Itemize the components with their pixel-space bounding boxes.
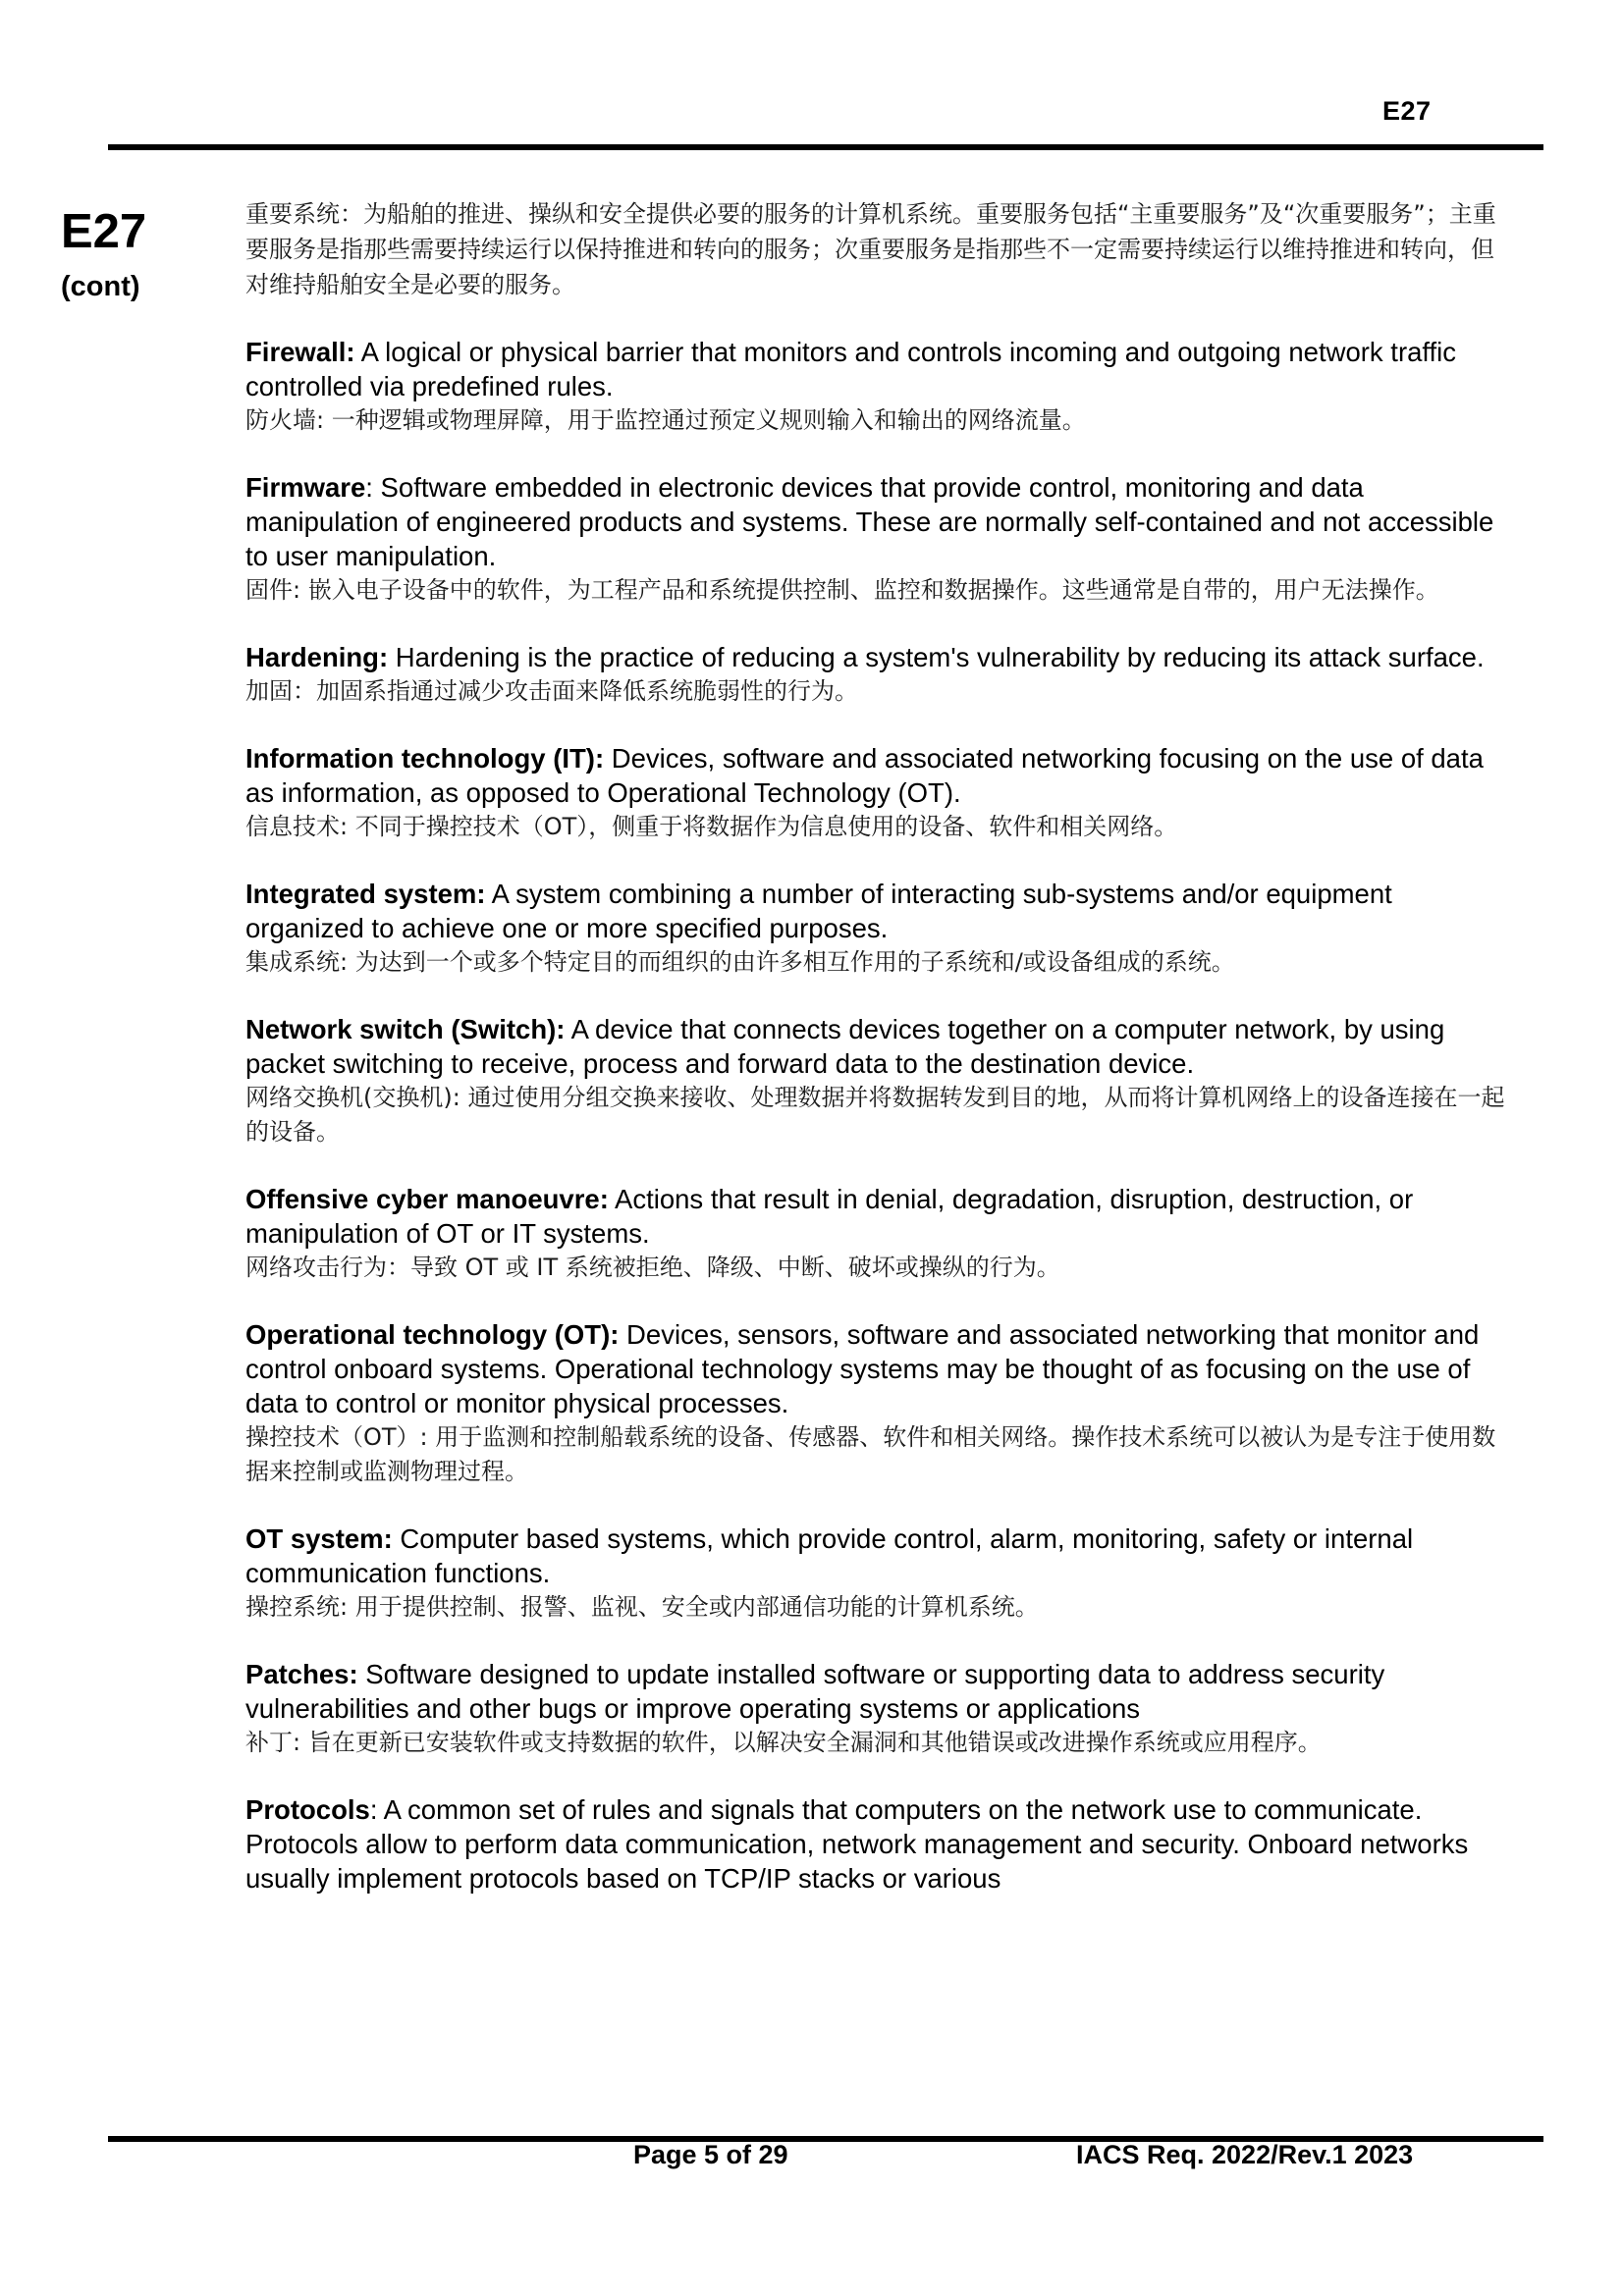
definition-entry-network-switch bbox=[245, 1012, 1512, 1149]
definition-text bbox=[245, 1182, 1512, 1251]
definition-description: Hardening is the practice of reducing a system's vulnerability by reducing its attack surface. bbox=[388, 642, 1485, 672]
definition-translation: 加固：加固系指通过减少攻击面来降低系统脆弱性的行为。 bbox=[245, 677, 858, 705]
definitions-body bbox=[245, 196, 1512, 1928]
definition-translation: 网络攻击行为：导致 OT 或 IT 系统被拒绝、降级、中断、破坏或操纵的行为。 bbox=[245, 1254, 1060, 1281]
definition-term: Protocols bbox=[245, 1794, 370, 1825]
definition-text bbox=[245, 335, 1512, 403]
definition-term: Firewall: bbox=[245, 337, 355, 367]
definition-term: Offensive cyber manoeuvre: bbox=[245, 1184, 609, 1214]
definition-translation: 重要系统：为船舶的推进、操纵和安全提供必要的服务的计算机系统。重要服务包括“主重要服务”及“次重要服务”；主重要服务是指那些需要持续运行以保持推进和转向的服务；次重要服务是指那些不一定需要持续运行以维持推进和转向，但对维持船舶安全是必要的服务。 bbox=[245, 200, 1496, 298]
definition-entry-information-technology bbox=[245, 741, 1512, 844]
definition-description: A logical or physical barrier that monitors and controls incoming and outgoing network traffic controlled via predefined rules. bbox=[245, 337, 1457, 401]
definition-translation: 信息技术: 不同于操控技术（OT），侧重于将数据作为信息使用的设备、软件和相关网络。 bbox=[245, 813, 1178, 840]
definition-translation: 补丁: 旨在更新已安装软件或支持数据的软件，以解决安全漏洞和其他错误或改进操作系统或应用程序。 bbox=[245, 1729, 1322, 1756]
definition-description: Devices, software and associated networking focusing on the use of data as information, as opposed to Operational Technology (OT). bbox=[245, 743, 1484, 808]
definition-entry-patches bbox=[245, 1657, 1512, 1760]
definition-description: Computer based systems, which provide control, alarm, monitoring, safety or internal communication functions. bbox=[245, 1523, 1414, 1588]
definition-description: Software designed to update installed software or supporting data to address security vulnerabilities and other bugs or improve operating systems or applications bbox=[245, 1659, 1385, 1724]
definition-description: Devices, sensors, software and associated networking that monitor and control onboard systems. Operational technology systems may be thought of as focusing on the use of data to control or monitor physical processes. bbox=[245, 1319, 1480, 1418]
header-document-code: E27 bbox=[1382, 96, 1432, 126]
page-number: Page 5 of 29 bbox=[633, 2140, 788, 2169]
definition-entry-hardening bbox=[245, 640, 1512, 709]
definition-description: : A common set of rules and signals that computers on the network use to communicate. Protocols allow to perform data communication, network management and security. Onboard networks usually implement protocols based on TCP/IP stacks or various bbox=[245, 1794, 1469, 1894]
definition-description: A system combining a number of interacting sub-systems and/or equipment organized to achieve one or more specified purposes. bbox=[245, 879, 1392, 943]
definition-entry-integrated-system bbox=[245, 877, 1512, 980]
definition-text bbox=[245, 470, 1512, 573]
definition-entry-offensive-cyber-manoeuvre bbox=[245, 1182, 1512, 1285]
definition-entry-operational-technology bbox=[245, 1317, 1512, 1489]
definition-term: Hardening: bbox=[245, 642, 389, 672]
definition-text bbox=[245, 1522, 1512, 1590]
definition-text bbox=[245, 640, 1512, 674]
definition-term: Firmware bbox=[245, 472, 366, 503]
definition-text bbox=[245, 1012, 1512, 1081]
definition-term: Integrated system: bbox=[245, 879, 486, 909]
definition-text bbox=[245, 1317, 1512, 1420]
definition-translation: 集成系统: 为达到一个或多个特定目的而组织的由许多相互作用的子系统和/或设备组成的系统。 bbox=[245, 948, 1235, 976]
definition-term: Information technology (IT): bbox=[245, 743, 605, 774]
definition-entry-protocols bbox=[245, 1792, 1512, 1896]
side-continued-label: (cont) bbox=[61, 271, 140, 302]
definition-term: Patches: bbox=[245, 1659, 358, 1689]
definition-translation: 操控技术（OT）: 用于监测和控制船载系统的设备、传感器、软件和相关网络。操作技术系统可以被认为是专注于使用数据来控制或监测物理过程。 bbox=[245, 1423, 1496, 1485]
definition-text bbox=[245, 877, 1512, 945]
definition-term: OT system: bbox=[245, 1523, 393, 1554]
definition-translation: 网络交换机(交换机): 通过使用分组交换来接收、处理数据并将数据转发到目的地，从而将计算机网络上的设备连接在一起的设备。 bbox=[245, 1084, 1505, 1146]
definition-text bbox=[245, 741, 1512, 810]
definition-entry-firewall bbox=[245, 335, 1512, 438]
definition-entry-firmware bbox=[245, 470, 1512, 608]
definition-description: : Software embedded in electronic devices that provide control, monitoring and data manipulation of engineered products and systems. These are normally self-contained and not accessible to user manipulation. bbox=[245, 472, 1494, 571]
definition-text bbox=[245, 1792, 1512, 1896]
definition-entry-ot-system bbox=[245, 1522, 1512, 1625]
definition-translation: 固件: 嵌入电子设备中的软件，为工程产品和系统提供控制、监控和数据操作。这些通常是自带的，用户无法操作。 bbox=[245, 576, 1439, 604]
definition-translation: 防火墙: 一种逻辑或物理屏障，用于监控通过预定义规则输入和输出的网络流量。 bbox=[245, 406, 1086, 434]
definition-description: A device that connects devices together on a computer network, by using packet switching to receive, process and forward data to the destination device. bbox=[245, 1014, 1445, 1079]
definition-entry-essential-system bbox=[245, 196, 1512, 302]
definition-text bbox=[245, 1657, 1512, 1726]
definition-term: Network switch (Switch): bbox=[245, 1014, 566, 1044]
requirement-reference: IACS Req. 2022/Rev.1 2023 bbox=[1076, 2140, 1414, 2169]
definition-translation: 操控系统: 用于提供控制、报警、监视、安全或内部通信功能的计算机系统。 bbox=[245, 1593, 1039, 1621]
definition-term: Operational technology (OT): bbox=[245, 1319, 620, 1350]
definition-description: Actions that result in denial, degradation, disruption, destruction, or manipulation of OT or IT systems. bbox=[245, 1184, 1414, 1249]
side-document-code: E27 bbox=[61, 205, 147, 258]
header-rule bbox=[108, 144, 1543, 150]
